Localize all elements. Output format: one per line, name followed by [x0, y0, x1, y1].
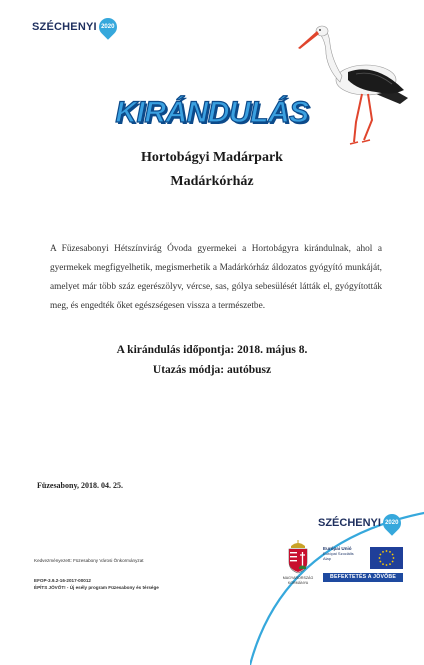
footer-logo-year: 2020 — [385, 520, 399, 527]
title-bird-park: Hortobágyi Madárpark — [141, 150, 283, 165]
trip-transport: Utazás módja: autóbusz — [152, 364, 272, 376]
szechenyi-logo — [32, 18, 117, 36]
gov-label-line2: KORMÁNYA — [287, 580, 309, 585]
project-info — [34, 577, 159, 591]
szechenyi-logo-text: SZÉCHENYI — [32, 21, 97, 33]
szechenyi-logo-footer — [318, 514, 401, 532]
project-title: ÉPÍTS JÖVŐT! - Új esély program Füzesabony és térsége — [34, 585, 159, 590]
eu-line2: Európai Szociális — [323, 551, 354, 556]
eu-fund-text — [323, 546, 367, 561]
hungarian-crest-icon — [285, 540, 311, 574]
eu-flag-icon — [370, 547, 403, 569]
place-and-date: Füzesabony, 2018. 04. 25. — [37, 481, 124, 490]
location-pin-icon — [95, 14, 120, 39]
kirandulas-banner: KIRÁNDULÁS — [115, 96, 309, 129]
eu-line3: Alap — [323, 556, 332, 561]
government-label — [276, 576, 320, 585]
gov-label-line1: MAGYARORSZÁG — [282, 576, 314, 580]
eu-line1: Európai Unió — [323, 546, 352, 551]
body-paragraph: A Füzesabonyi Hétszínvirág Óvoda gyermekei a Hortobágyra kirándulnak, ahol a gyermekek megfigyelhetik, megismerhetik a Madárkórház áldozatos gyógyító munkáját, amelyet már több száz egerészölyv, vércse, sas, gólya sebesülését látták el, gyógyították meg, és engedték őket egészségesen vissza a természetbe. — [50, 244, 382, 311]
title-bird-hospital: Madárkórház — [170, 174, 254, 189]
logo-year: 2020 — [101, 24, 115, 31]
trip-date: A kirándulás időpontja: 2018. május 8. — [116, 344, 308, 356]
location-pin-icon — [379, 510, 404, 535]
szechenyi-footer-text: SZÉCHENYI — [318, 517, 381, 529]
beneficiary-text: Kedvezményezett: Füzesabony Városi Önkormányzat — [34, 558, 144, 563]
project-code: EFOP-3.9.2-16-2017-00012 — [34, 578, 91, 583]
eu-investment-ribbon: BEFEKTETÉS A JÖVŐBE — [323, 573, 403, 582]
